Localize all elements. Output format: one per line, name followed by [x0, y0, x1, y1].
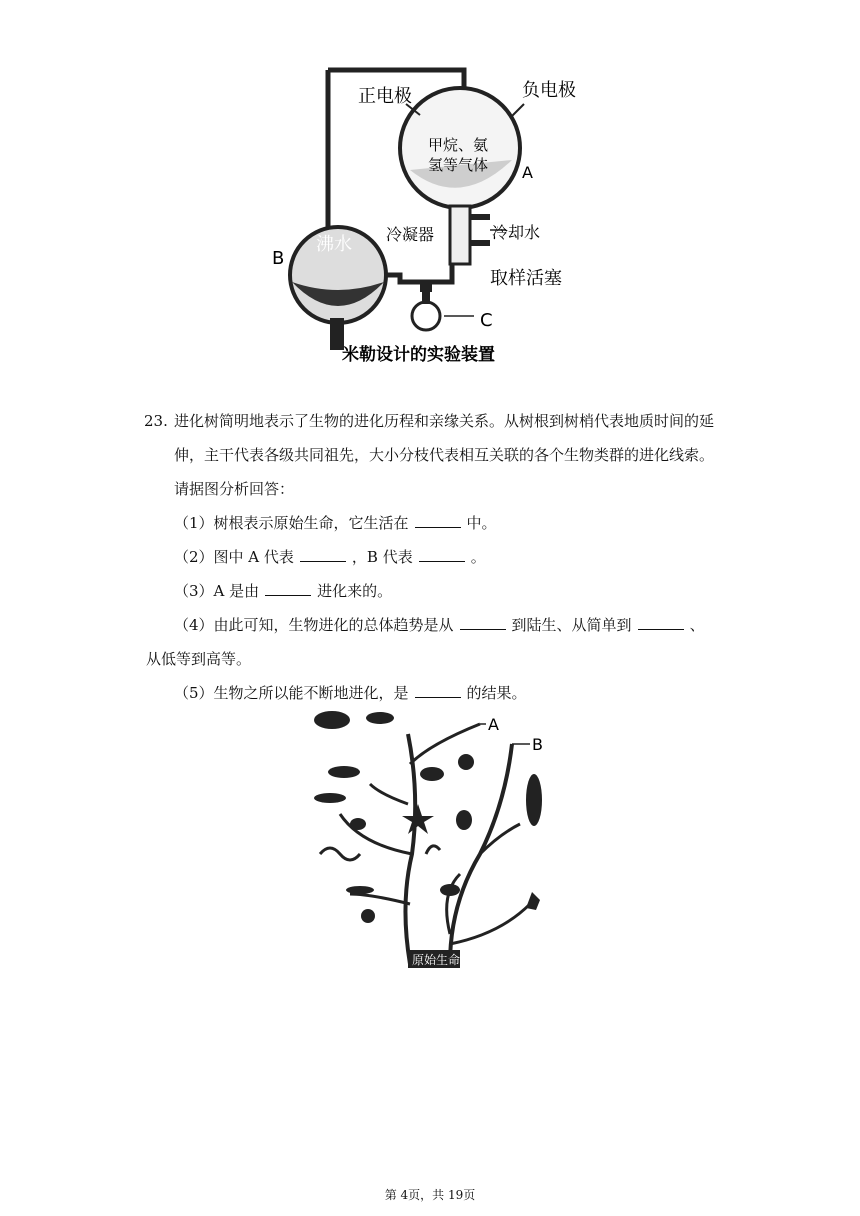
bird-icon: [366, 712, 394, 724]
protozoa-icon: [361, 909, 375, 923]
label-sampling-valve: 取样活塞: [490, 268, 562, 289]
answer-blank: [638, 615, 684, 630]
sub-question-2: （2）图中 A 代表 ，B 代表 。: [174, 548, 486, 566]
jellyfish-icon: [440, 884, 460, 896]
label-positive-electrode: 正电极: [358, 86, 412, 107]
label-a: A: [522, 163, 533, 182]
sub-question-3: （3）A 是由 进化来的。: [174, 582, 393, 600]
algae-icon: [526, 892, 540, 910]
tree-label-b: B: [532, 735, 543, 754]
answer-blank: [265, 581, 311, 596]
flatworm-icon: [346, 886, 374, 894]
answer-blank: [419, 547, 465, 562]
question-23: [146, 404, 726, 710]
sub-question-1: （1）树根表示原始生命，它生活在 中。: [174, 514, 497, 532]
answer-blank: [460, 615, 506, 630]
label-condenser: 冷凝器: [386, 225, 435, 244]
label-boiling-water: 沸水: [316, 234, 352, 255]
condenser: [450, 206, 470, 264]
label-c: C: [480, 310, 493, 331]
page-footer: 第 4页，共 19页: [384, 1188, 476, 1202]
starfish-icon: [402, 804, 434, 834]
label-gas-line2: 氢等气体: [428, 156, 489, 174]
moss-icon: [458, 754, 474, 770]
flask-c: [412, 302, 440, 330]
turtle-icon: [314, 711, 350, 729]
label-cooling-water: 冷却水: [492, 223, 541, 242]
frog-icon: [420, 767, 444, 781]
miller-apparatus-figure: [260, 60, 600, 370]
flower-icon: [456, 810, 472, 830]
answer-blank: [300, 547, 346, 562]
mollusk-icon: [350, 818, 366, 830]
question-stem-line1: 进化树简明地表示了生物的进化历程和亲缘关系。从树根到树梢代表地质时间的延: [174, 412, 715, 430]
tree-label-a: A: [488, 715, 499, 734]
evolution-tree-figure: [300, 704, 560, 974]
answer-blank: [415, 683, 461, 698]
figure1-caption: 米勒设计的实验装置: [342, 345, 495, 365]
worm-icon: [320, 848, 360, 860]
label-negative-electrode: 负电极: [522, 80, 576, 101]
sub-question-4: （4）由此可知，生物进化的总体趋势是从 到陆生、从简单到 、: [174, 616, 705, 634]
answer-blank: [415, 513, 461, 528]
label-b: B: [272, 248, 285, 269]
fish-icon: [328, 766, 360, 778]
question-stem-line3: 请据图分析回答：: [174, 480, 295, 498]
fern-icon: [526, 774, 542, 826]
snail-icon: [426, 846, 440, 854]
sub-question-5: （5）生物之所以能不断地进化，是 的结果。: [174, 684, 527, 702]
tree-root-label: 原始生命: [412, 953, 461, 967]
sub-question-4-continued: 从低等到高等。: [146, 650, 252, 668]
question-number: 23.: [144, 412, 168, 430]
question-stem-line2: 伸，主干代表各级共同祖先，大小分枝代表相互关联的各个生物类群的进化线索。: [174, 446, 715, 464]
lizard-icon: [314, 793, 346, 803]
label-gas-line1: 甲烷、氨: [428, 136, 489, 154]
